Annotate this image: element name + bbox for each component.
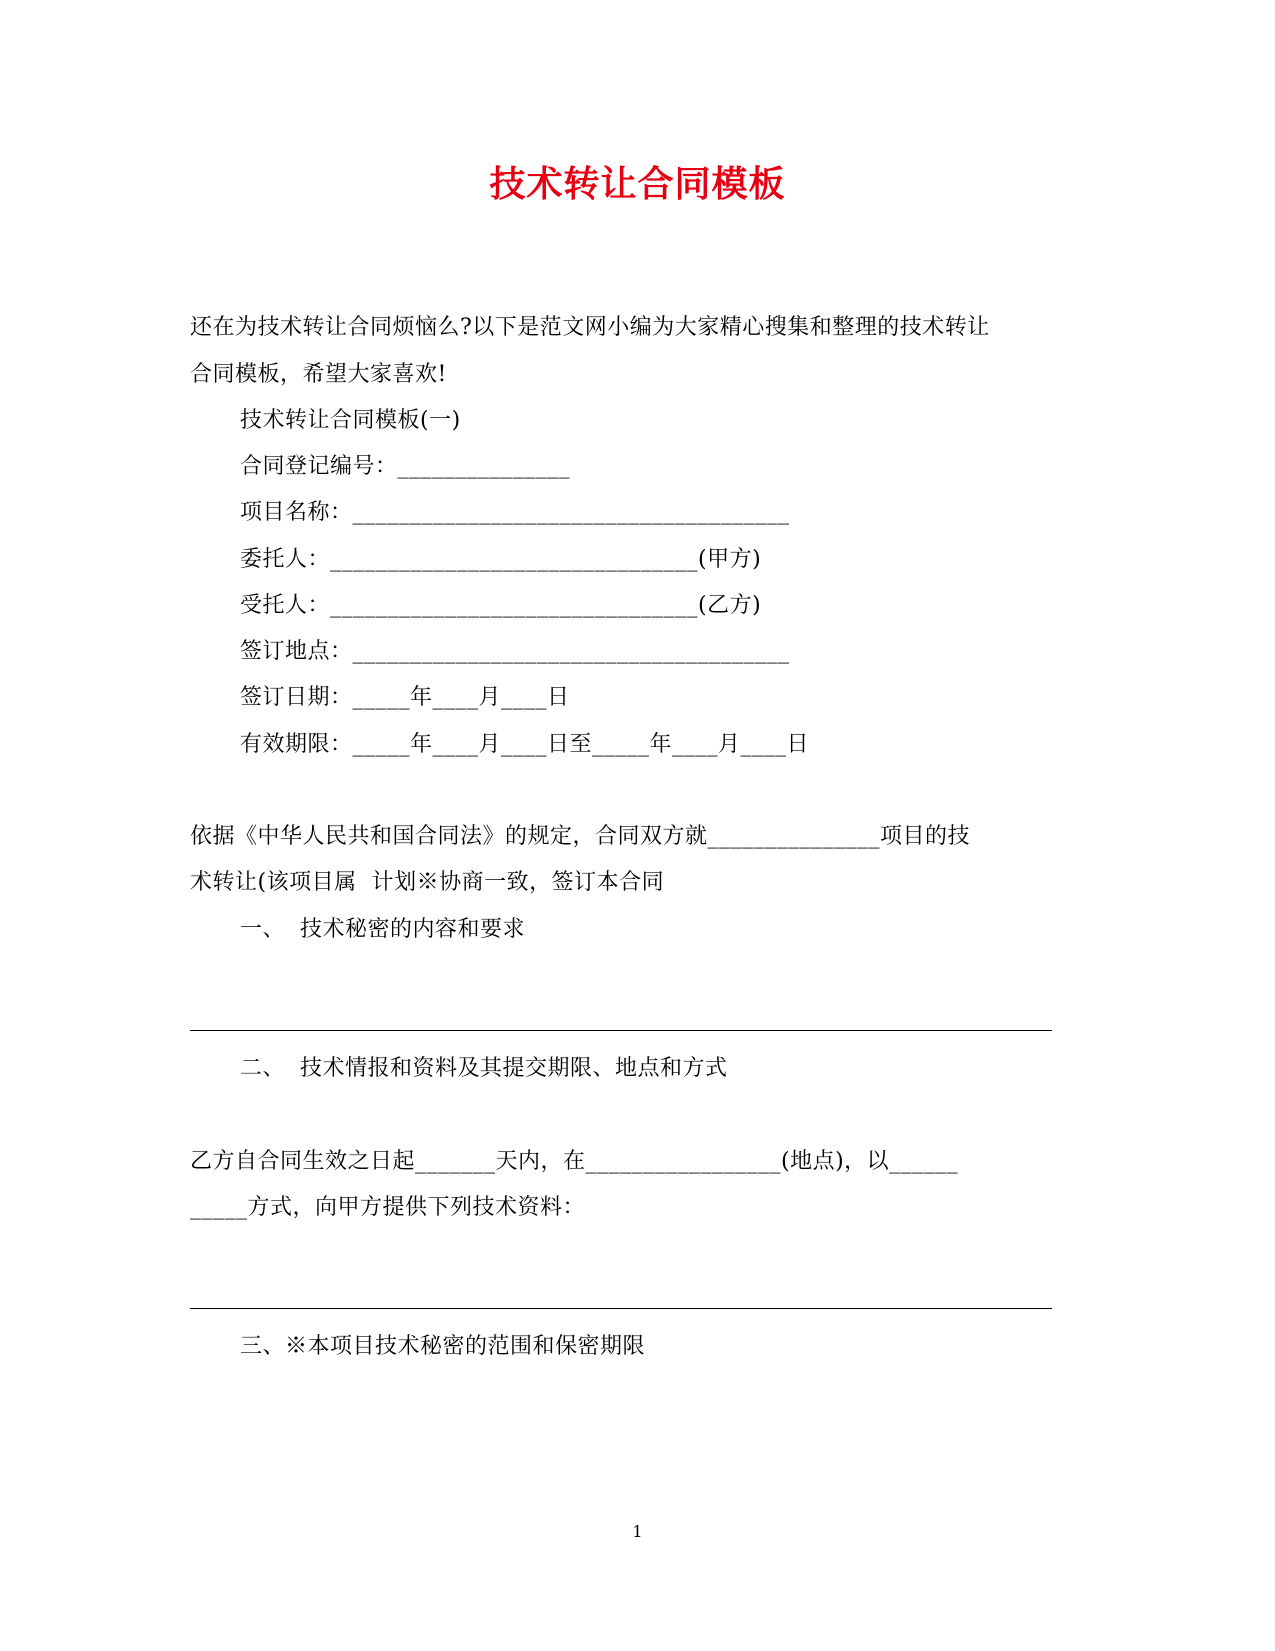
section-title: 技术转让合同模板(一)	[240, 408, 461, 433]
field-valid-period: 有效期限：_____年____月____日至_____年____月____日	[240, 732, 810, 757]
clause-1-heading: 一、 技术秘密的内容和要求	[240, 917, 525, 942]
clause-2-heading: 二、 技术情报和资料及其提交期限、地点和方式	[240, 1056, 728, 1081]
clause-2-text-line-2: _____方式，向甲方提供下列技术资料：	[190, 1195, 586, 1220]
clause-3-heading: 三、※本项目技术秘密的范围和保密期限	[240, 1334, 646, 1359]
field-contract-no: 合同登记编号：_______________	[240, 454, 571, 479]
page-number: 1	[632, 1522, 643, 1541]
field-sign-date: 签订日期：_____年____月____日	[240, 685, 570, 710]
field-client: 委托人：________________________________(甲方)	[240, 547, 762, 572]
basis-line-1: 依据《中华人民共和国合同法》的规定，合同双方就_______________项目的技	[190, 824, 971, 849]
blank-fill-line-1	[190, 1030, 1052, 1031]
intro-line-1: 还在为技术转让合同烦恼么?以下是范文网小编为大家精心搜集和整理的技术转让	[190, 315, 990, 340]
field-trustee: 受托人：________________________________(乙方)	[240, 593, 762, 618]
intro-line-2: 合同模板，希望大家喜欢!	[190, 362, 447, 387]
basis-line-2: 术转让(该项目属 计划※协商一致，签订本合同	[190, 870, 665, 895]
blank-fill-line-2	[190, 1308, 1052, 1309]
field-project-name: 项目名称：______________________________________	[240, 500, 790, 525]
field-sign-place: 签订地点：______________________________________	[240, 639, 790, 664]
clause-2-text-line-1: 乙方自合同生效之日起_______天内，在_________________(地点)，以______	[190, 1149, 959, 1174]
document-title: 技术转让合同模板	[489, 163, 786, 205]
